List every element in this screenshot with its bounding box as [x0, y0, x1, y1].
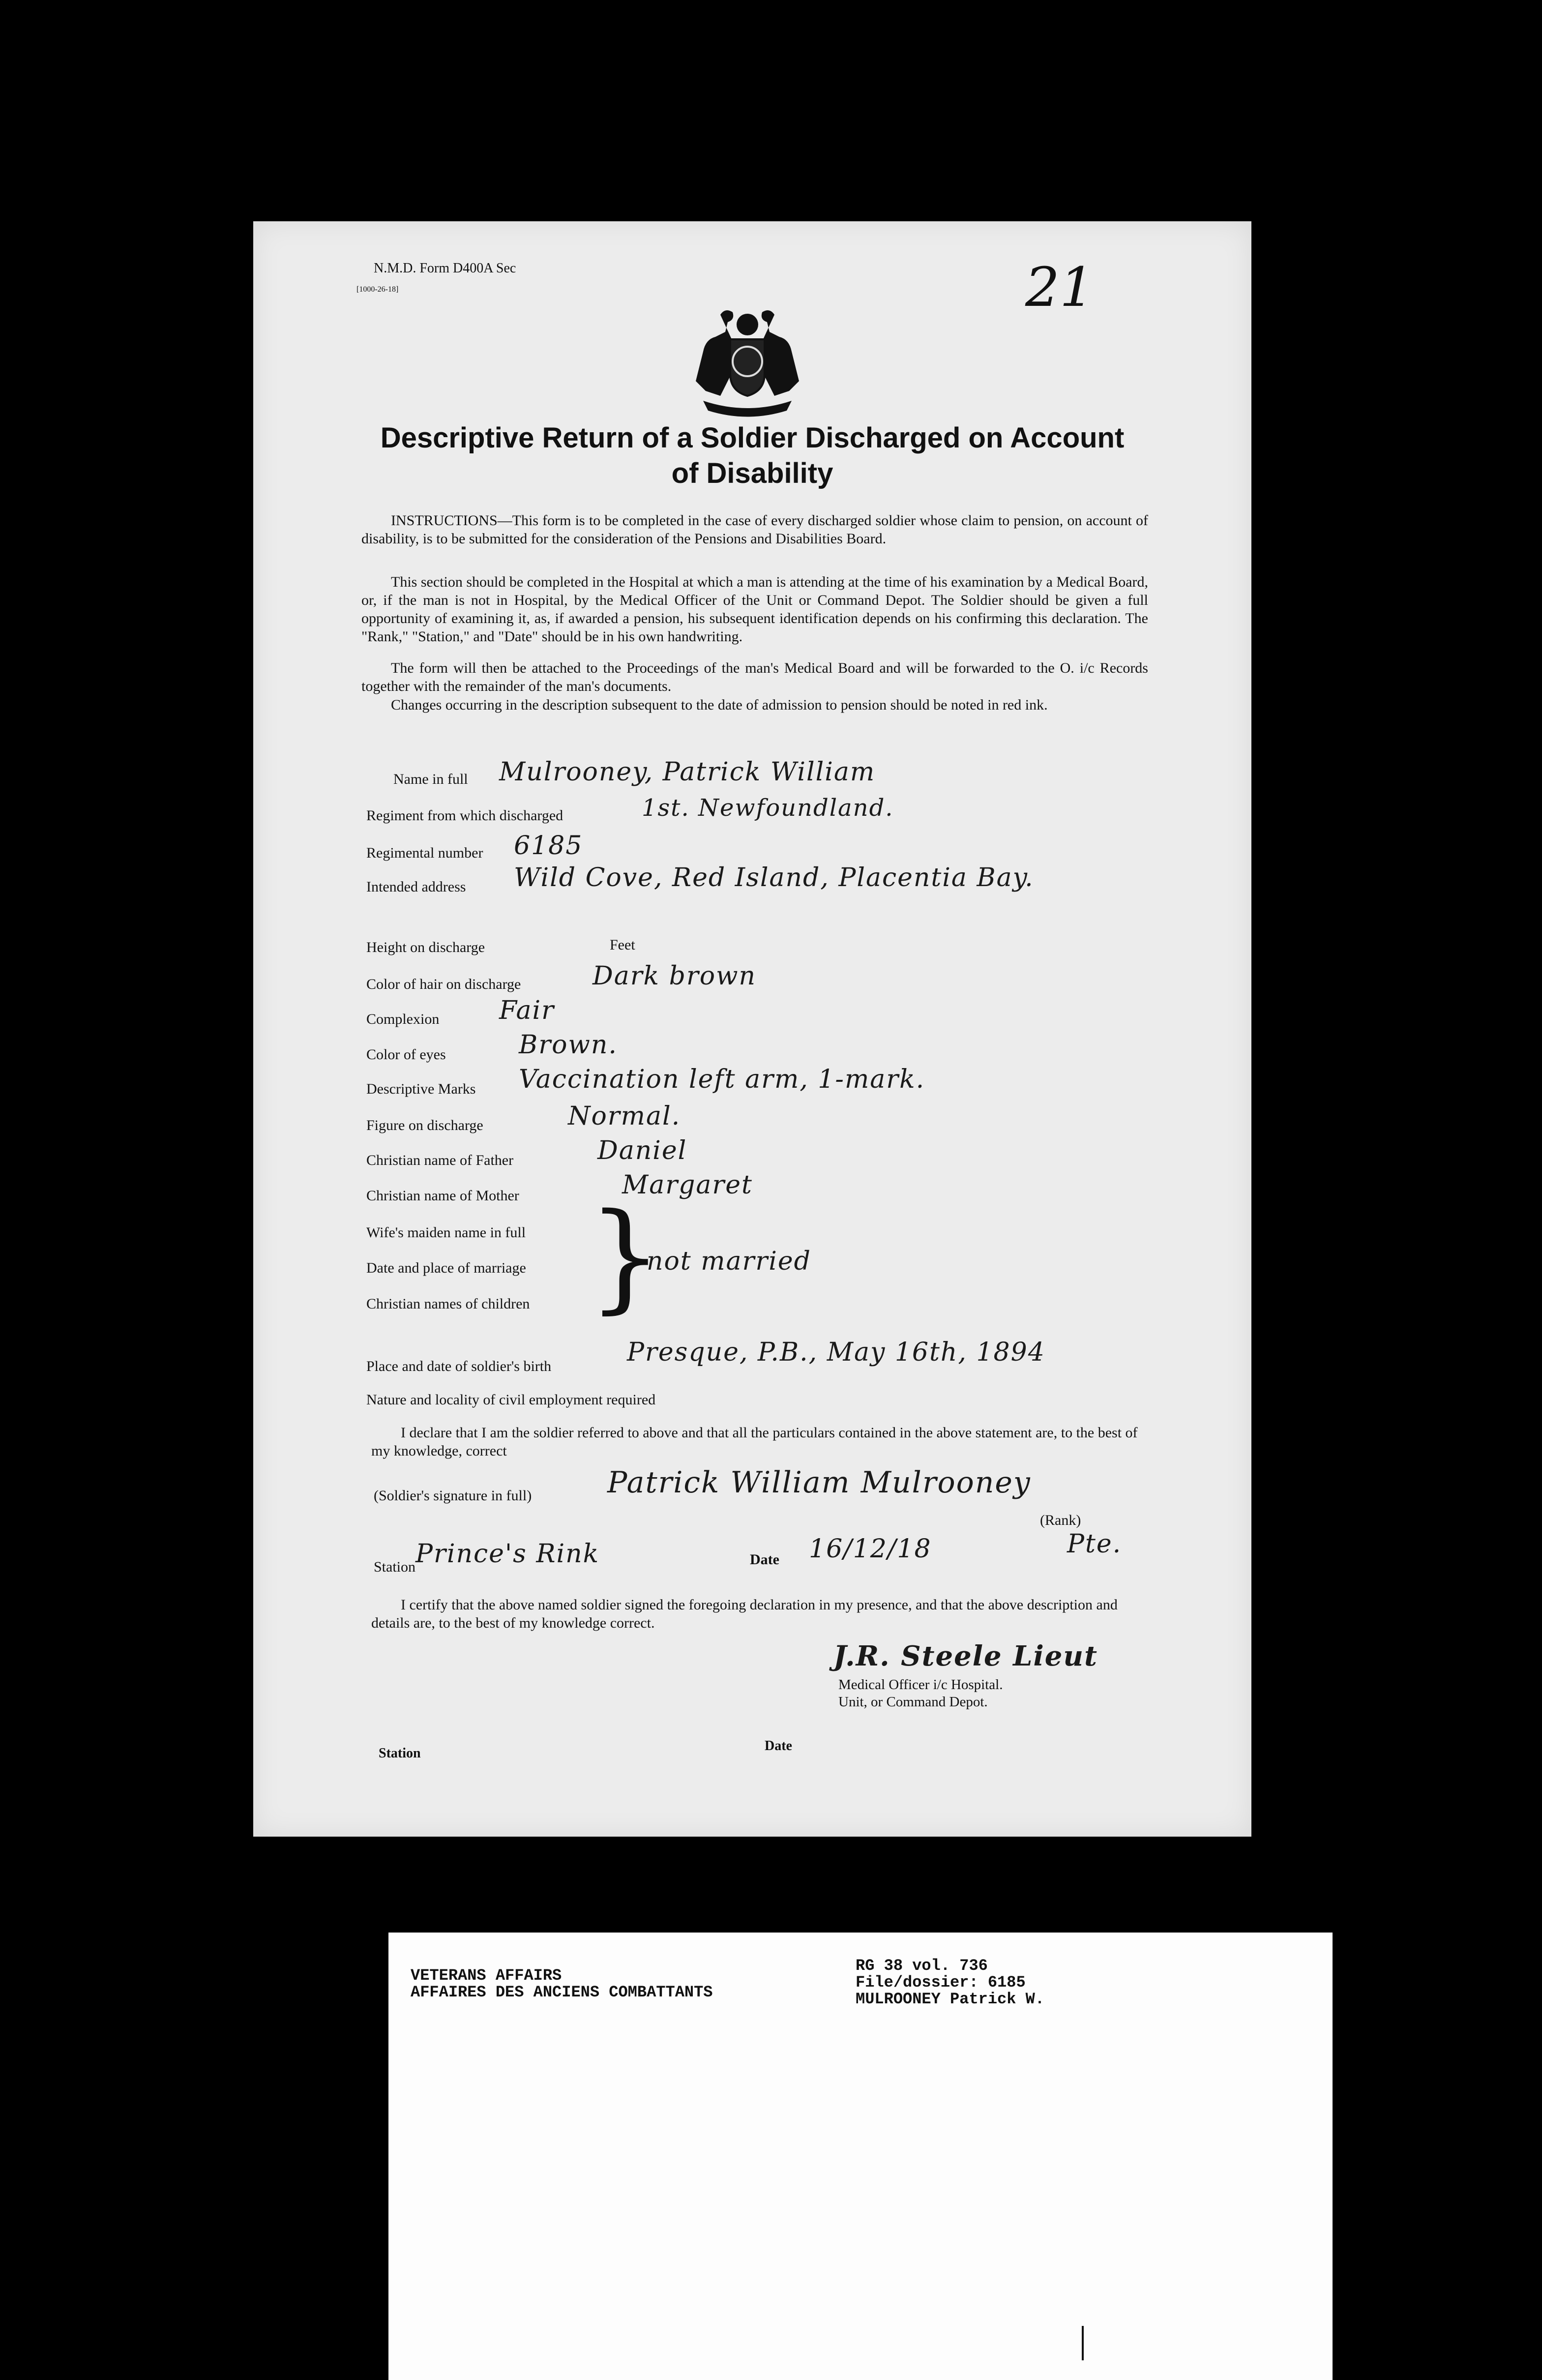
employment-label: Nature and locality of civil employment required	[366, 1392, 656, 1408]
marks-value: Vaccination left arm, 1-mark.	[519, 1065, 925, 1094]
birth-value: Presque, P.B., May 16th, 1894	[627, 1338, 1045, 1367]
archive-right-line-3: MULROONEY Patrick W.	[856, 1990, 1045, 2008]
hair-label: Color of hair on discharge	[366, 976, 521, 992]
height-label: Height on discharge	[366, 939, 485, 955]
archive-label-card	[388, 1933, 1333, 2380]
marital-status-value: not married	[647, 1247, 811, 1276]
bottom-station-label: Station	[379, 1746, 421, 1761]
father-label: Christian name of Father	[366, 1152, 514, 1168]
folio-number: 21	[1025, 256, 1094, 319]
certification-text: I certify that the above named soldier signed the foregoing declaration in my presence, and that the above description and details are, to the best of my knowledge correct.	[371, 1597, 1118, 1631]
tick-mark	[1082, 2326, 1084, 2360]
instructions-paragraph-3: The form will then be attached to the Proceedings of the man's Medical Board and will be forwarded to the O. i/c Records together with the remainder of the man's documents.	[361, 660, 1148, 694]
officer-title-line-2: Unit, or Command Depot.	[838, 1694, 988, 1710]
rank-value: Pte.	[1067, 1529, 1122, 1559]
name-value: Mulrooney, Patrick William	[499, 757, 876, 787]
eyes-label: Color of eyes	[366, 1046, 446, 1063]
instructions-paragraph-1: INSTRUCTIONS—This form is to be completed in the case of every discharged soldier whose claim to pension, on account of disability, is to be submitted for the consideration of the Pensions and Disabilities Board.	[361, 512, 1148, 547]
archive-left-line-1: VETERANS AFFAIRS	[411, 1966, 562, 1985]
date-value: 16/12/18	[809, 1534, 932, 1564]
birth-label: Place and date of soldier's birth	[366, 1358, 552, 1374]
soldier-signature: Patrick William Mulrooney	[607, 1465, 1031, 1500]
marks-label: Descriptive Marks	[366, 1081, 476, 1097]
archive-right-line-2: File/dossier: 6185	[856, 1973, 1026, 1992]
brace-icon: }	[588, 1188, 663, 1325]
mother-label: Christian name of Mother	[366, 1188, 519, 1204]
complexion-value: Fair	[499, 996, 555, 1025]
feet-label: Feet	[610, 937, 635, 953]
document-title	[253, 420, 1251, 491]
regiment-value: 1st. Newfoundland.	[642, 794, 894, 822]
royal-coat-of-arms-icon	[676, 305, 819, 418]
regimental-number-value: 6185	[514, 831, 583, 861]
form-code: [1000-26-18]	[356, 285, 399, 294]
complexion-label: Complexion	[366, 1011, 440, 1027]
figure-label: Figure on discharge	[366, 1117, 483, 1133]
father-value: Daniel	[597, 1136, 687, 1165]
marriage-label: Date and place of marriage	[366, 1260, 526, 1276]
address-value: Wild Cove, Red Island, Placentia Bay.	[514, 863, 1034, 892]
wife-label: Wife's maiden name in full	[366, 1224, 526, 1241]
officer-title-line-1: Medical Officer i/c Hospital.	[838, 1677, 1003, 1693]
eyes-value: Brown.	[519, 1030, 618, 1060]
title-line-2: of Disability	[671, 457, 833, 489]
date-label: Date	[750, 1551, 779, 1568]
instructions-paragraph-2: This section should be completed in the Hospital at which a man is attending at the time of his examination by a Medical Board, or, if the man is not in Hospital, by the Medical Officer of the Unit or Command Depot. The Soldier should be given a full opportunity of examining it, as, if awarded a pension, his subsequent identification depends on his confirming this declaration. The "Rank," "Station," and "Date" should be in his own handwriting.	[361, 574, 1148, 645]
instructions-paragraph-4: Changes occurring in the description subsequent to the date of admission to pension should be noted in red ink.	[391, 697, 1048, 713]
declaration-text: I declare that I am the soldier referred to above and that all the particulars contained in the above statement are, to the best of my knowledge, correct	[371, 1425, 1138, 1459]
form-number: N.M.D. Form D400A Sec	[374, 261, 516, 276]
name-label: Name in full	[393, 771, 468, 787]
address-label: Intended address	[366, 879, 466, 895]
title-line-1: Descriptive Return of a Soldier Discharged on Account	[380, 422, 1125, 454]
mother-value: Margaret	[622, 1170, 753, 1200]
station-label: Station	[374, 1559, 416, 1575]
children-label: Christian names of children	[366, 1296, 530, 1312]
officer-signature: J.R. Steele Lieut	[833, 1640, 1098, 1672]
document-page	[253, 221, 1251, 1837]
regimental-number-label: Regimental number	[366, 845, 483, 861]
regiment-label: Regiment from which discharged	[366, 807, 563, 824]
station-value: Prince's Rink	[415, 1539, 600, 1569]
archive-left-line-2: AFFAIRES DES ANCIENS COMBATTANTS	[411, 1983, 713, 2001]
soldier-signature-label: (Soldier's signature in full)	[374, 1488, 532, 1504]
rank-label: (Rank)	[1040, 1512, 1081, 1528]
archive-right-line-1: RG 38 vol. 736	[856, 1957, 988, 1975]
hair-value: Dark brown	[593, 961, 757, 991]
figure-value: Normal.	[568, 1101, 681, 1131]
bottom-date-label: Date	[765, 1738, 792, 1754]
